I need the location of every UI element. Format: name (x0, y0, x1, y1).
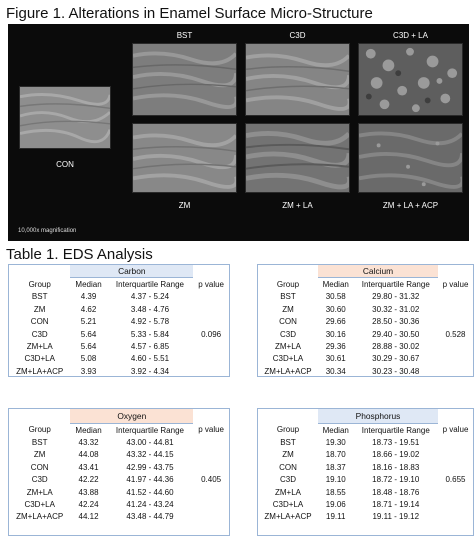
iqr-cell: 28.50 - 30.36 (372, 317, 420, 327)
column-header-p-value: p value (442, 425, 469, 435)
iqr-cell: 43.32 - 44.15 (126, 450, 174, 460)
group-cell: ZM+LA+ACP (264, 512, 312, 522)
group-cell: ZM+LA+ACP (16, 366, 64, 376)
median-cell: 43.41 (78, 462, 99, 472)
group-cell: ZM+LA (274, 487, 301, 497)
column-header-group: Group (28, 279, 51, 289)
table-row (9, 291, 229, 303)
group-cell: C3D (279, 329, 296, 339)
column-header-iqr: Interquartile Range (361, 280, 430, 290)
median-cell: 19.06 (325, 500, 346, 510)
group-cell: CON (279, 462, 297, 472)
iqr-cell: 41.97 - 44.36 (126, 475, 174, 485)
column-header-group: Group (276, 279, 300, 289)
table-title: Table 1. EDS Analysis (6, 246, 153, 263)
table-row (258, 436, 473, 448)
iqr-cell: 43.00 - 44.81 (126, 438, 174, 448)
median-cell: 43.32 (78, 438, 99, 448)
table-row (9, 436, 229, 448)
iqr-cell: 18.66 - 19.02 (372, 450, 420, 460)
group-cell: C3D+LA (24, 500, 55, 510)
median-cell: 30.58 (325, 292, 346, 302)
median-cell: 3.93 (80, 366, 97, 376)
column-header-p-value: p value (198, 279, 224, 289)
column-header-p-value: p value (198, 425, 224, 435)
iqr-cell: 18.48 - 18.76 (372, 487, 420, 497)
median-cell: 42.22 (78, 475, 99, 485)
iqr-cell: 43.48 - 44.79 (126, 512, 174, 522)
sem-image-zm-la (245, 123, 350, 193)
calcium-table (258, 265, 473, 378)
median-cell: 4.62 (80, 304, 97, 314)
median-cell: 29.36 (325, 342, 346, 352)
median-cell: 19.30 (325, 438, 346, 448)
group-cell: ZM+LA (274, 342, 301, 352)
column-header-group: Group (276, 425, 300, 435)
carbon-table (9, 265, 229, 378)
iqr-cell: 42.99 - 43.75 (126, 462, 174, 472)
iqr-cell: 18.73 - 19.51 (372, 438, 420, 448)
calcium-table-header: Calcium (318, 265, 438, 278)
median-cell: 42.24 (78, 500, 99, 510)
group-cell: CON (279, 317, 297, 327)
group-cell: BST (31, 292, 48, 302)
median-cell: 5.64 (80, 329, 97, 339)
panel-label-zm-la-acp: ZM + LA + ACP (382, 201, 439, 210)
column-header-median: Median (75, 280, 102, 290)
iqr-cell: 18.71 - 19.14 (372, 500, 420, 510)
iqr-cell: 29.80 - 31.32 (372, 292, 420, 302)
column-header-p-value: p value (442, 279, 469, 289)
figure-title: Figure 1. Alterations in Enamel Surface Micro-Structure (6, 5, 373, 22)
panel-label-c3d-la: C3D + LA (393, 31, 428, 40)
median-cell: 18.55 (325, 487, 346, 497)
group-cell: CON (30, 317, 49, 327)
sem-figure (8, 24, 469, 241)
iqr-cell: 3.48 - 4.76 (130, 304, 170, 314)
median-cell: 19.10 (325, 475, 346, 485)
oxygen-table (9, 409, 229, 523)
column-header-median: Median (322, 425, 349, 435)
column-header-iqr: Interquartile Range (361, 425, 430, 435)
median-cell: 30.16 (325, 329, 346, 339)
iqr-cell: 30.32 - 31.02 (372, 304, 420, 314)
median-cell: 29.66 (325, 317, 346, 327)
median-cell: 5.21 (80, 317, 97, 327)
group-cell: ZM+LA+ACP (16, 512, 64, 522)
iqr-cell: 28.88 - 30.02 (372, 342, 420, 352)
group-cell: C3D (31, 329, 48, 339)
median-cell: 30.60 (325, 304, 346, 314)
sem-image-zm (132, 123, 237, 193)
iqr-cell: 18.16 - 18.83 (372, 462, 420, 472)
iqr-cell: 41.52 - 44.60 (126, 487, 174, 497)
iqr-cell: 4.57 - 6.85 (130, 342, 170, 352)
p-value-cell: 0.096 (201, 329, 222, 339)
panel-label-bst: BST (176, 31, 193, 40)
group-cell: C3D (279, 475, 296, 485)
group-cell: ZM (282, 450, 294, 460)
sem-image-con (19, 86, 111, 149)
group-cell: ZM+LA (26, 487, 53, 497)
median-cell: 18.37 (325, 462, 346, 472)
iqr-cell: 4.92 - 5.78 (130, 317, 170, 327)
sem-image-bst (132, 43, 237, 116)
panel-label-con: CON (56, 160, 74, 169)
group-cell: ZM+LA (26, 342, 53, 352)
column-header-iqr: Interquartile Range (115, 425, 184, 435)
median-cell: 19.11 (326, 512, 346, 522)
group-cell: C3D (31, 475, 48, 485)
group-cell: BST (280, 438, 296, 448)
panel-label-zm-la: ZM + LA (282, 201, 313, 210)
sem-image-c3d-la (358, 43, 463, 116)
column-header-median: Median (75, 425, 102, 435)
median-cell: 44.12 (78, 512, 99, 522)
median-cell: 4.39 (80, 292, 97, 302)
table-row (258, 291, 473, 303)
sem-image-c3d (245, 43, 350, 116)
median-cell: 43.88 (78, 487, 99, 497)
median-cell: 18.70 (325, 450, 346, 460)
iqr-cell: 3.92 - 4.34 (130, 366, 170, 376)
group-cell: C3D+LA (272, 500, 304, 510)
p-value-cell: 0.528 (445, 329, 466, 339)
median-cell: 5.64 (80, 342, 97, 352)
median-cell: 5.08 (80, 354, 97, 364)
p-value-cell: 0.405 (201, 475, 222, 485)
iqr-cell: 4.60 - 5.51 (130, 354, 170, 364)
iqr-cell: 4.37 - 5.24 (130, 292, 170, 302)
group-cell: CON (30, 462, 49, 472)
group-cell: ZM (33, 304, 46, 314)
group-cell: BST (280, 292, 296, 302)
iqr-cell: 5.33 - 5.84 (130, 329, 170, 339)
magnification-note: 10,000x magnification (18, 228, 77, 234)
carbon-table-header: Carbon (70, 265, 193, 278)
group-cell: C3D+LA (24, 354, 55, 364)
panel-label-zm: ZM (178, 201, 191, 210)
iqr-cell: 29.40 - 30.50 (372, 329, 420, 339)
iqr-cell: 19.11 - 19.12 (372, 512, 420, 522)
column-header-group: Group (28, 425, 51, 435)
column-header-iqr: Interquartile Range (115, 280, 184, 290)
panel-label-c3d: C3D (289, 31, 306, 40)
median-cell: 30.61 (325, 354, 346, 364)
sem-image-zm-la-acp (358, 123, 463, 193)
iqr-cell: 30.23 - 30.48 (372, 366, 420, 376)
group-cell: C3D+LA (272, 354, 304, 364)
group-cell: ZM (282, 304, 294, 314)
oxygen-table-header: Oxygen (70, 409, 193, 424)
iqr-cell: 41.24 - 43.24 (126, 500, 174, 510)
phosphorus-table-header: Phosphorus (318, 409, 438, 424)
p-value-cell: 0.655 (445, 475, 466, 485)
median-cell: 30.34 (325, 366, 346, 376)
median-cell: 44.08 (78, 450, 99, 460)
group-cell: ZM+LA+ACP (264, 366, 312, 376)
phosphorus-table (258, 409, 473, 523)
iqr-cell: 18.72 - 19.10 (372, 475, 420, 485)
group-cell: ZM (33, 450, 46, 460)
iqr-cell: 30.29 - 30.67 (372, 354, 420, 364)
column-header-median: Median (322, 280, 349, 290)
group-cell: BST (31, 438, 48, 448)
